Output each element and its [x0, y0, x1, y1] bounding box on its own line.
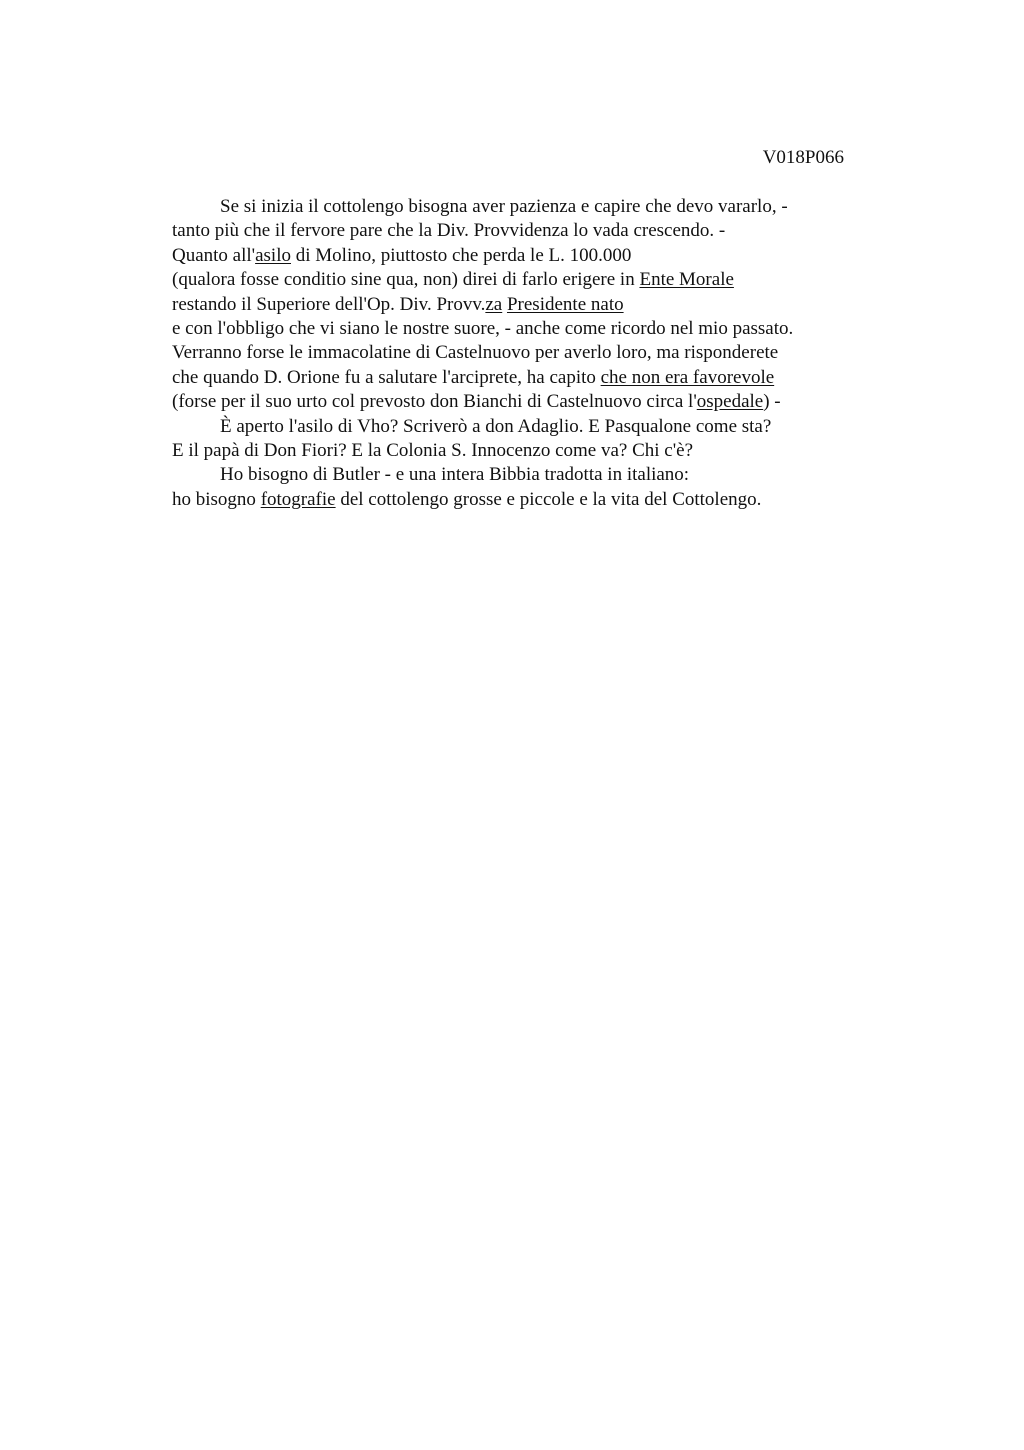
underlined-text: asilo: [255, 244, 291, 266]
text-segment: È aperto l'asilo di Vho? Scriverò a don Adaglio. E Pasqualone come sta?: [220, 415, 772, 437]
underlined-text: fotografie: [260, 488, 336, 510]
underlined-text: che non era favorevole: [600, 366, 775, 388]
underlined-text: ospedale: [696, 391, 764, 413]
text-line: [172, 293, 872, 317]
text-segment: (forse per il suo urto col prevosto don Bianchi di Castelnuovo circa l': [172, 391, 697, 413]
text-line: [172, 439, 872, 463]
underlined-text: Presidente nato: [506, 293, 624, 315]
text-line: [172, 244, 872, 268]
text-segment: (qualora fosse conditio sine qua, non) direi di farlo erigere in: [172, 269, 640, 291]
text-segment: ) -: [763, 391, 781, 413]
text-segment: del cottolengo grosse e piccole e la vita del Cottolengo.: [335, 488, 762, 510]
text-line: [172, 317, 872, 341]
text-segment: di Molino, piuttosto che perda le L. 100.000: [291, 244, 632, 266]
text-segment: e con l'obbligo che vi siano le nostre suore, - anche come ricordo nel mio passato.: [172, 317, 794, 339]
text-line: [172, 366, 872, 390]
text-segment: restando il Superiore dell'Op. Div. Provv.: [172, 293, 486, 315]
text-line: [172, 268, 872, 292]
text-segment: Quanto all': [172, 244, 256, 266]
text-line: [172, 219, 872, 243]
text-line: [172, 390, 872, 414]
text-segment: ho bisogno: [172, 488, 261, 510]
text-segment: E il papà di Don Fiori? E la Colonia S. Innocenzo come va? Chi c'è?: [172, 439, 694, 461]
text-segment: Se si inizia il cottolengo bisogna aver pazienza e capire che devo vararlo, -: [220, 196, 788, 217]
text-segment: che quando D. Orione fu a salutare l'arciprete, ha capito: [172, 366, 601, 388]
text-line: [172, 463, 872, 487]
letter-body: [172, 195, 872, 512]
underlined-text: za: [485, 293, 503, 315]
text-segment: Ho bisogno di Butler - e una intera Bibbia tradotta in italiano:: [220, 464, 690, 486]
text-line: [172, 488, 872, 512]
text-line: [172, 195, 872, 219]
text-line: [172, 341, 872, 365]
underlined-text: Ente Morale: [639, 269, 734, 291]
page-id: V018P066: [762, 147, 844, 168]
text-segment: tanto più che il fervore pare che la Div. Provvidenza lo vada crescendo. -: [172, 220, 726, 242]
text-segment: Verranno forse le immacolatine di Castelnuovo per averlo loro, ma risponderete: [172, 342, 779, 364]
text-line: [172, 415, 872, 439]
